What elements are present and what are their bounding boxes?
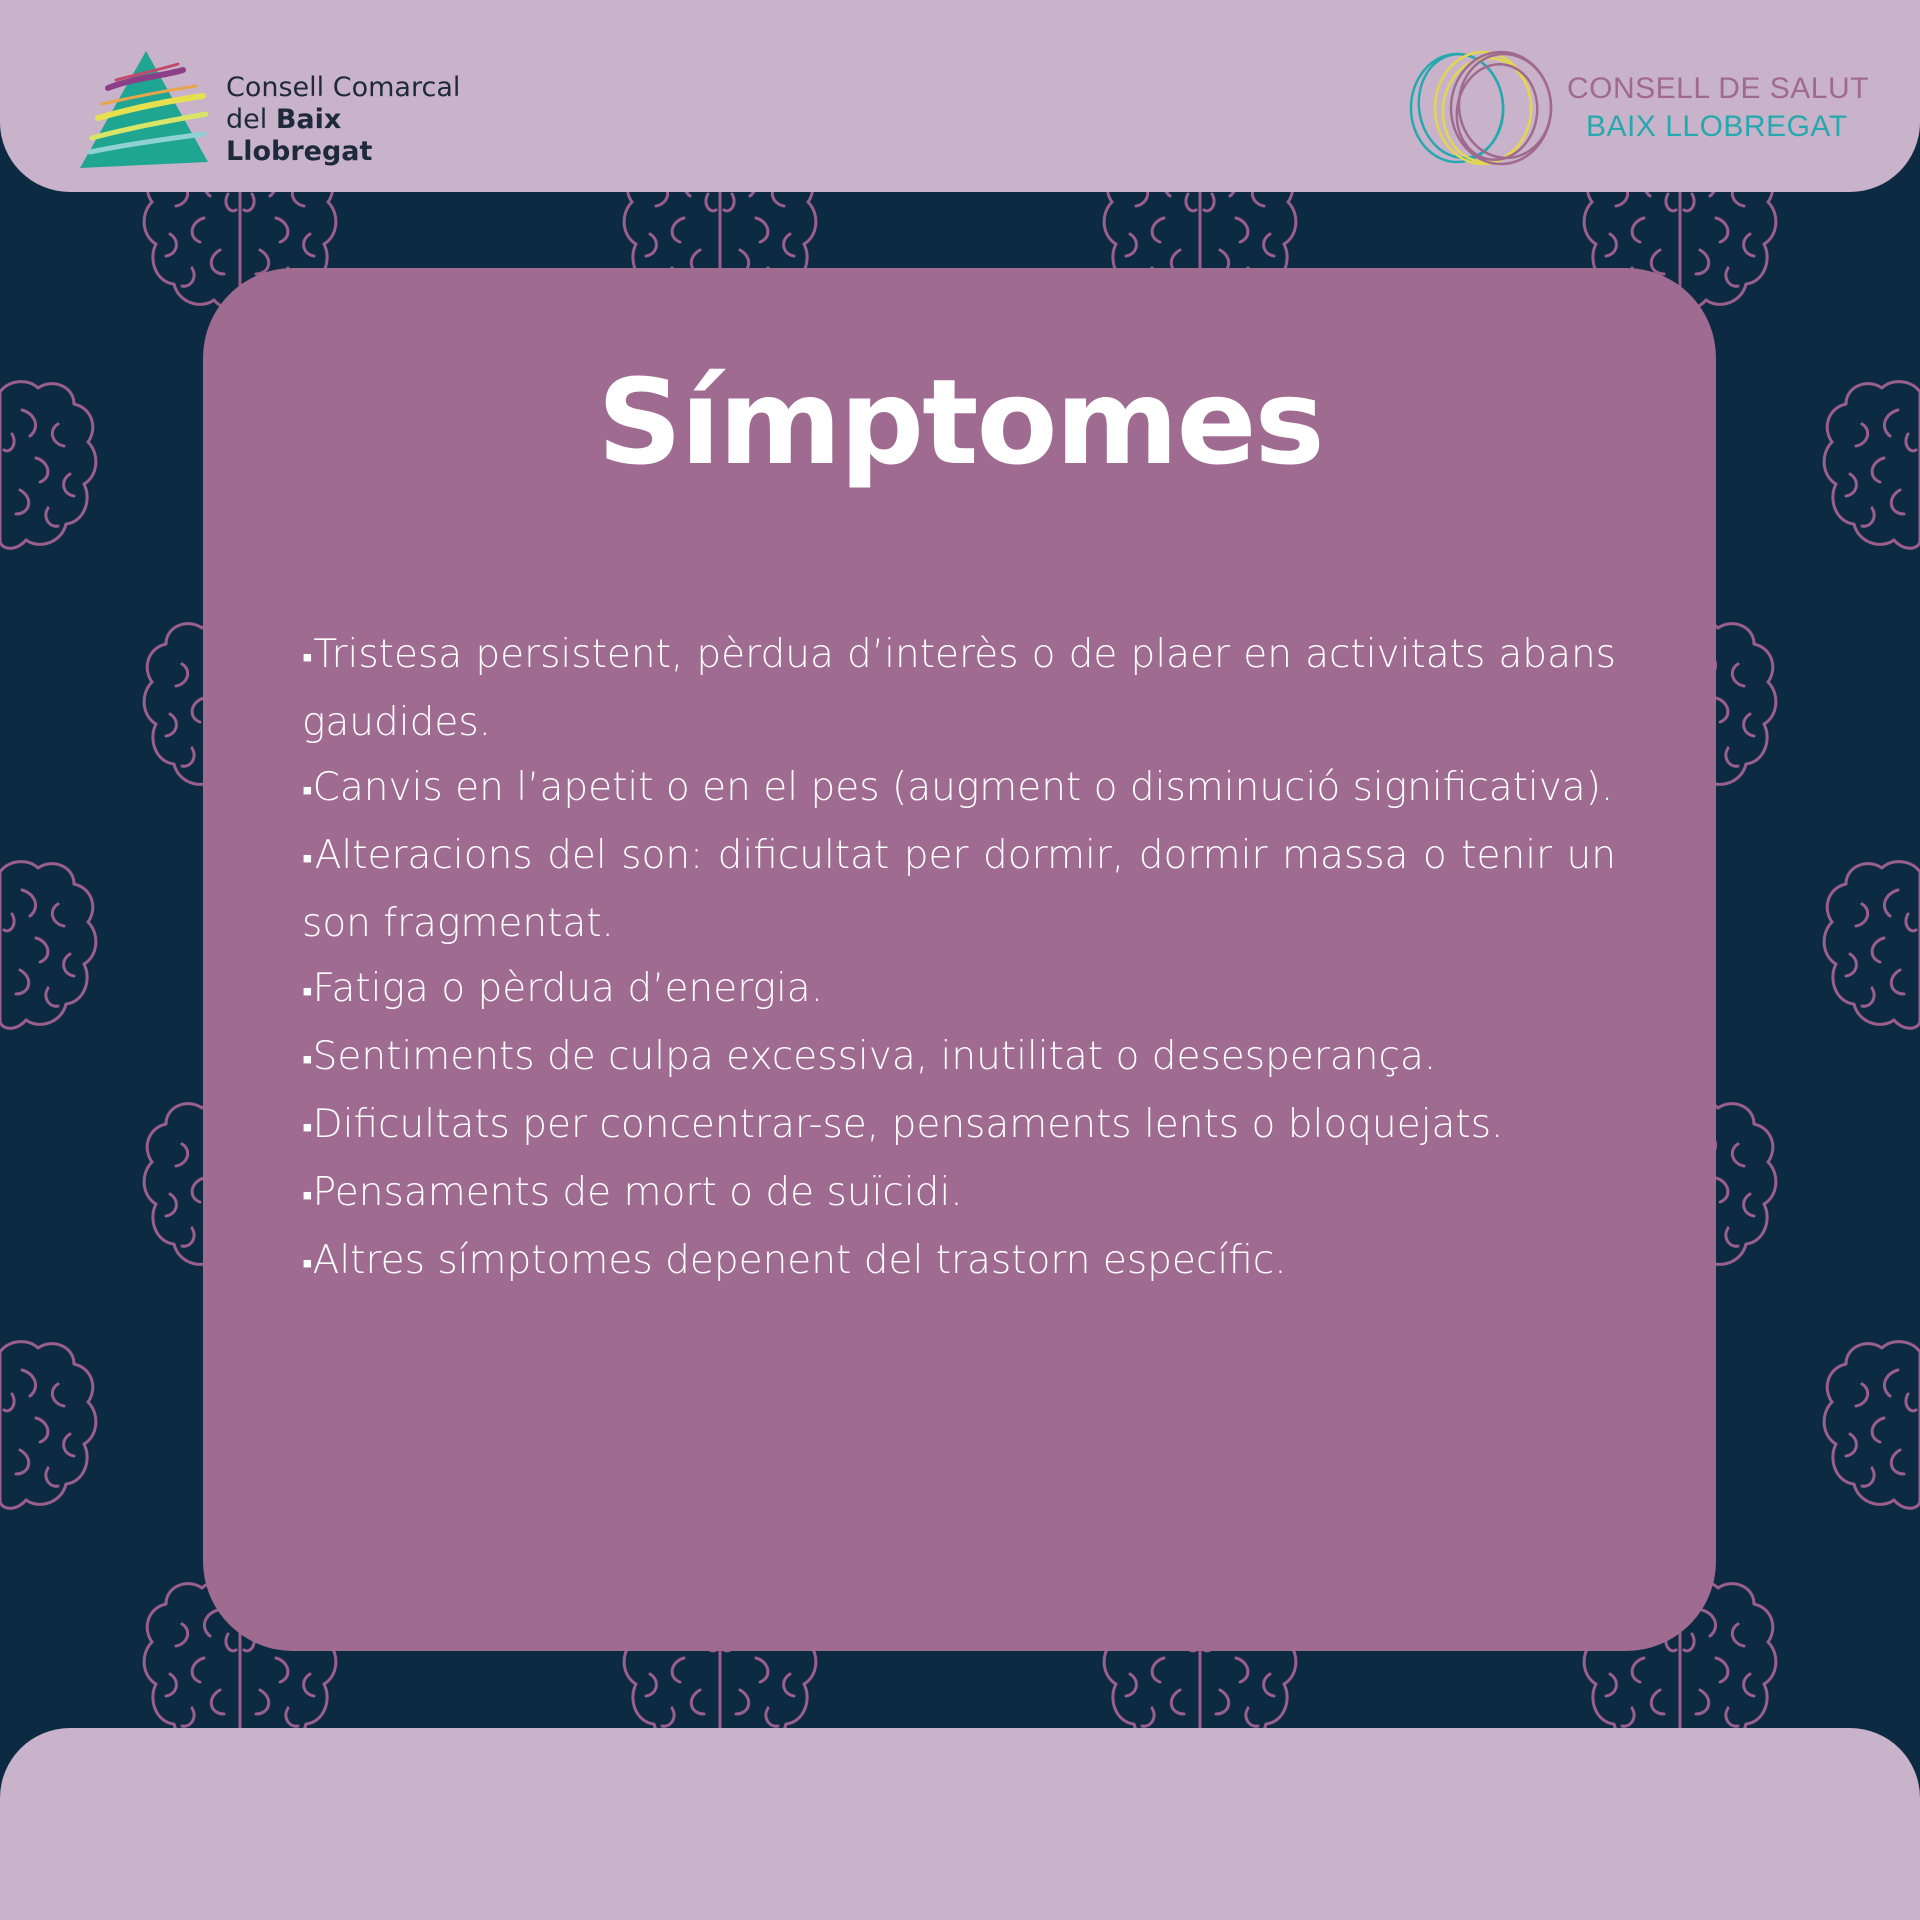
list-item: ▪Pensaments de mort o de suïcidi. [302, 1170, 963, 1215]
triangle-logo-icon [78, 48, 213, 173]
list-item: ▪Canvis en l’apetit o en el pes (augment o disminució significativa). [302, 765, 1614, 810]
consell-de-salut-logo [1405, 44, 1895, 174]
list-item: ▪Sentiments de culpa excessiva, inutilitat o desesperança. [302, 1034, 1437, 1079]
bullet-icon: ▪ [302, 773, 313, 808]
bullet-icon: ▪ [302, 974, 313, 1009]
list-item: ▪Fatiga o pèrdua d’energia. [302, 966, 824, 1011]
symptoms-list [302, 622, 1616, 1296]
bullet-icon: ▪ [302, 1178, 313, 1213]
logo-right-line1: CONSELL DE SALUT [1567, 72, 1869, 105]
bullet-icon: ▪ [302, 841, 315, 876]
list-item: ▪Alteracions del son: dificultat per dormir, dormir massa o tenir un son fragmentat. [302, 833, 1616, 946]
bullet-icon: ▪ [302, 1246, 313, 1281]
logo-left-line1: Consell Comarcal [226, 72, 461, 103]
list-item: ▪Tristesa persistent, pèrdua d’interès o de plaer en activitats abans gaudides. [302, 632, 1617, 745]
page-title: Símptomes [597, 353, 1323, 491]
bullet-icon: ▪ [302, 1110, 313, 1145]
logo-left-line2: del Baix Llobregat [226, 104, 373, 167]
list-item: ▪Dificultats per concentrar-se, pensaments lents o bloquejats. [302, 1102, 1504, 1147]
bullet-icon: ▪ [302, 1042, 313, 1077]
logo-right-line2: BAIX LLOBREGAT [1586, 110, 1848, 143]
list-item: ▪Altres símptomes depenent del trastorn específic. [302, 1238, 1287, 1283]
bullet-icon: ▪ [302, 640, 314, 675]
footer-band [0, 1728, 1920, 1920]
circles-logo-icon [1405, 44, 1565, 174]
consell-comarcal-logo [78, 48, 478, 173]
